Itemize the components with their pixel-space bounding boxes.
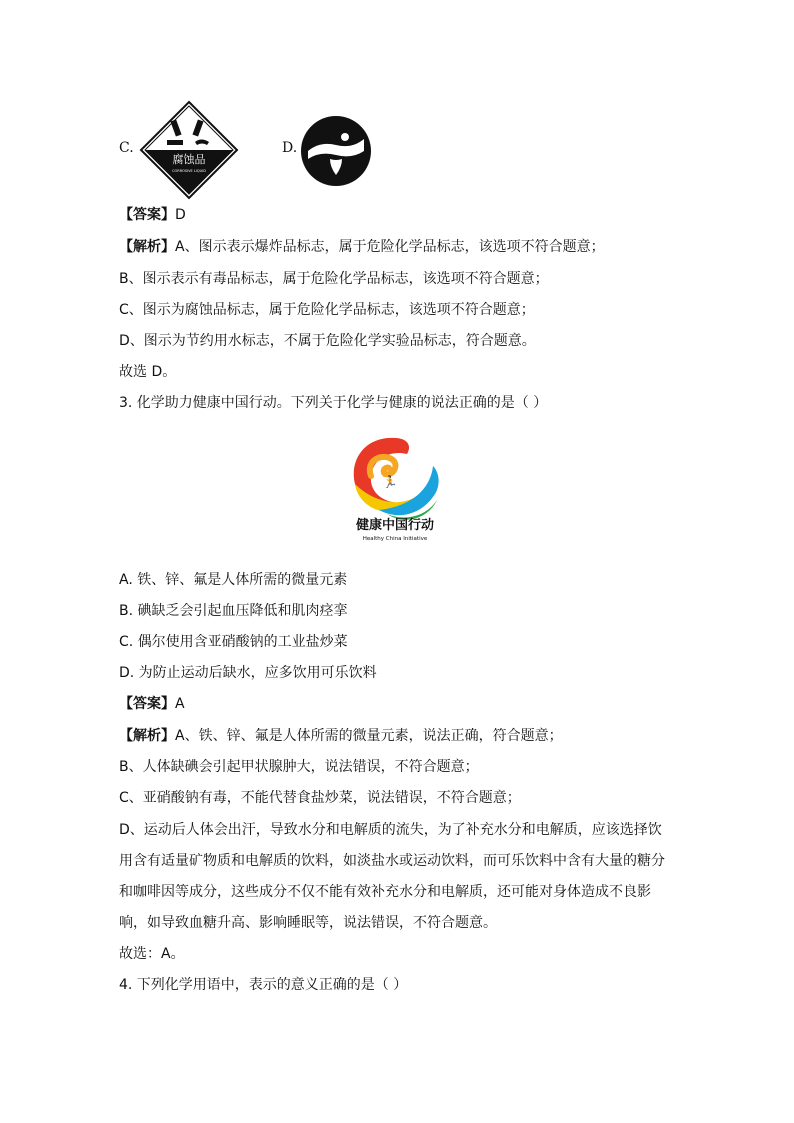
q3-conclusion: 故选：A。 [119,946,185,962]
water-saving-icon [300,115,372,187]
analysis-bracket: 【解析】 [119,239,175,255]
q3-option-d: D. 为防止运动后缺水，应多饮用可乐饮料 [119,665,377,681]
answer-bracket: 【答案】 [119,207,175,223]
q3-option-c: C. 偶尔使用含亚硝酸钠的工业盐炒菜 [119,634,348,650]
q2-analysis-line-1 [119,237,605,257]
q3-analysis-line-4: D、运动后人体会出汗，导致水分和电解质的流失，为了补充水分和电解质，应该选择饮 [119,822,662,838]
q2-analysis-line-3: C、图示为腐蚀品标志，属于危险化学品标志，该选项不符合题意； [119,302,535,318]
q3-analysis-line-6: 和咖啡因等成分，这些成分不仅不能有效补充水分和电解质，还可能对身体造成不良影 [119,884,651,900]
q3-option-a: A. 铁、锌、氟是人体所需的微量元素 [119,572,348,588]
q4-stem: 4. 下列化学用语中，表示的意义正确的是（ ） [119,977,408,993]
q3-analysis-line-3: C、亚硝酸钠有毒，不能代替食盐炒菜，说法错误，不符合题意； [119,790,521,806]
q3-analysis-line-1 [119,726,563,746]
corrosive-sign-text: 腐蚀品 [172,153,206,166]
healthy-china-logo [335,430,455,550]
q2-analysis-line-2: B、图示表示有毒品标志，属于危险化学品标志，该选项不符合题意； [119,271,549,287]
q3-option-b: B. 碘缺乏会引起血压降低和肌肉痉挛 [119,603,348,619]
corrosive-hazard-sign [139,100,239,200]
q2-analysis-line-4: D、图示为节约用水标志，不属于危险化学实验品标志，符合题意。 [119,333,536,349]
q2-conclusion: 故选 D。 [119,364,177,380]
q3-analysis-line-5: 用含有适量矿物质和电解质的饮料，如淡盐水或运动饮料，而可乐饮料中含有大量的糖分 [119,853,665,869]
q3-answer [119,694,185,714]
analysis-text: A、铁、锌、氟是人体所需的微量元素，说法正确，符合题意； [175,728,563,744]
answer-bracket: 【答案】 [119,696,175,712]
svg-text:🏃: 🏃 [382,475,398,489]
corrosive-sign-subtext: CORROSIVE LIQUID [172,169,206,173]
analysis-bracket: 【解析】 [119,728,175,744]
answer-value: D [175,207,186,223]
q3-analysis-line-2: B、人体缺碘会引起甲状腺肿大，说法错误，不符合题意； [119,759,479,775]
q3-analysis-line-7: 响，如导致血糖升高、影响睡眠等，说法错误，不符合题意。 [119,915,497,931]
option-d-label: D. [282,140,298,156]
q2-answer [119,205,186,225]
q3-stem: 3. 化学助力健康中国行动。下列关于化学与健康的说法正确的是（ ） [119,395,548,411]
option-c-label: C. [119,140,134,156]
answer-value: A [175,696,185,712]
logo-subtitle: Healthy China Initiative [362,536,428,542]
analysis-text: A、图示表示爆炸品标志，属于危险化学品标志，该选项不符合题意； [175,239,605,255]
logo-title: 健康中国行动 [355,518,435,533]
